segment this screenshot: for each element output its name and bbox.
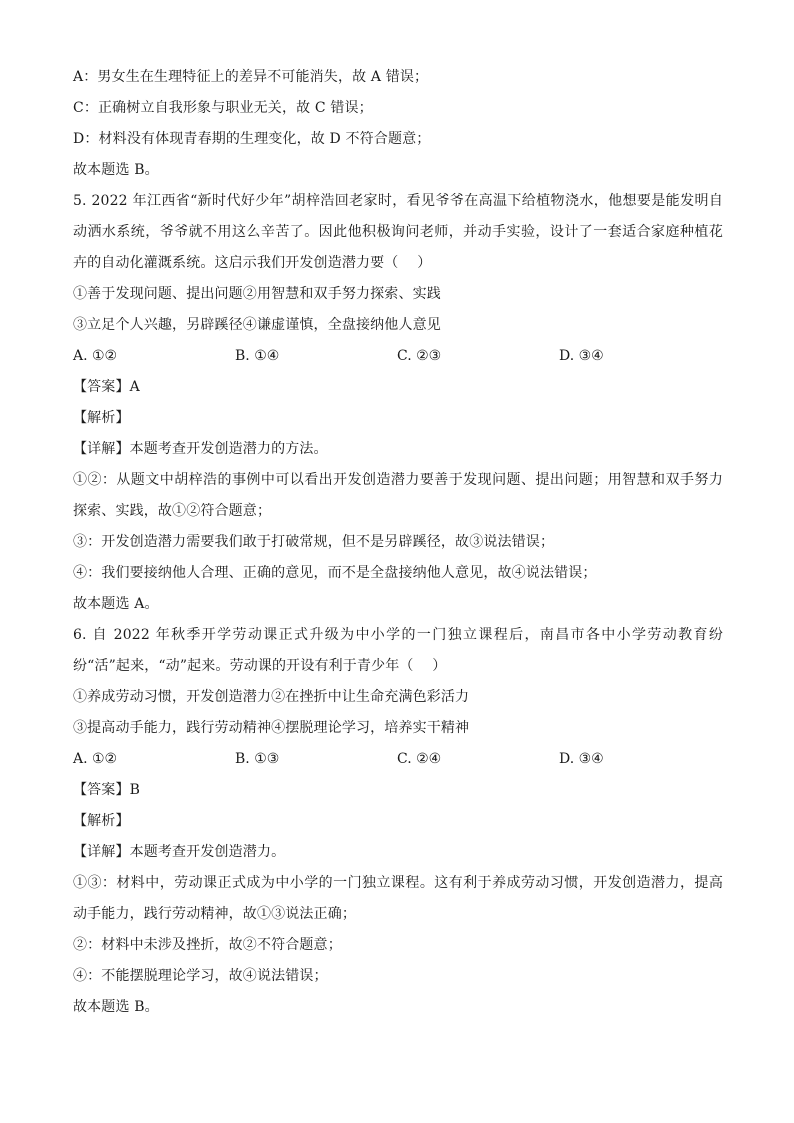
q5-statement-2: ③立足个人兴趣，另辟蹊径④谦虚谨慎，全盘接纳他人意见 [73,317,441,333]
q5-option-d: D. ③④ [559,348,604,364]
q5-explain-1: ①②：从题文中胡梓浩的事例中可以看出开发创造潜力要善于发现问题、提出问题；用智慧和双手努力探索、实践，故①②符合题意； [73,472,723,519]
q6-answer: 【答案】B [73,782,141,798]
document-page [73,62,723,1023]
q6-conclusion: 故本题选 B。 [73,999,159,1015]
q5-analysis-label: 【解析】 [73,410,130,426]
q5-option-a: A. ①② [73,348,118,364]
prev-conclusion: 故本题选 B。 [73,162,159,178]
q5-options [73,341,723,372]
prev-explain-a: A：男女生在生理特征上的差异不可能消失，故 A 错误； [73,69,429,85]
q5-explain-2: ③：开发创造潜力需要我们敢于打破常规，但不是另辟蹊径，故③说法错误； [73,534,555,550]
q5-statement-1: ①善于发现问题、提出问题②用智慧和双手努力探索、实践 [73,286,441,302]
q6-options [73,744,723,775]
q6-detail: 【详解】本题考查开发创造潜力。 [73,844,286,860]
q5-option-b: B. ①④ [235,348,280,364]
q6-option-a: A. ①② [73,751,118,767]
q5-stem: 5. 2022 年江西省“新时代好少年”胡梓浩回老家时，看见爷爷在高温下给植物浇水，他想要是能发明自动洒水系统，爷爷就不用这么辛苦了。因此他积极询问老师，并动手实验，设计了一套适合家庭种植花卉的自动化灌溉系统。这启示我们开发创造潜力要（ ） [73,193,723,271]
q6-option-b: B. ①③ [235,751,280,767]
q6-stem: 6. 自 2022 年秋季开学劳动课正式升级为中小学的一门独立课程后，南昌市各中小学劳动教育纷纷“活”起来，“动”起来。劳动课的开设有利于青少年（ ） [73,627,723,674]
q5-conclusion: 故本题选 A。 [73,596,159,612]
q6-analysis-label: 【解析】 [73,813,130,829]
q6-explain-2: ②：材料中未涉及挫折，故②不符合题意； [73,937,342,953]
q5-explain-3: ④：我们要接纳他人合理、正确的意见，而不是全盘接纳他人意见，故④说法错误； [73,565,597,581]
prev-explain-c: C：正确树立自我形象与职业无关，故 C 错误； [73,100,373,116]
q6-explain-3: ④：不能摆脱理论学习，故④说法错误； [73,968,328,984]
q6-option-c: C. ②④ [397,751,442,767]
q5-detail: 【详解】本题考查开发创造潜力的方法。 [73,441,328,457]
q6-option-d: D. ③④ [559,751,604,767]
q6-explain-1: ①③：材料中，劳动课正式成为中小学的一门独立课程。这有利于养成劳动习惯，开发创造潜力，提高动手能力，践行劳动精神，故①③说法正确； [73,875,723,922]
q5-option-c: C. ②③ [397,348,442,364]
q6-statement-2: ③提高动手能力，践行劳动精神④摆脱理论学习，培养实干精神 [73,720,470,736]
q6-statement-1: ①养成劳动习惯，开发创造潜力②在挫折中让生命充满色彩活力 [73,689,470,705]
prev-explain-d: D：材料没有体现青春期的生理变化，故 D 不符合题意； [73,131,431,147]
q5-answer: 【答案】A [73,379,140,395]
